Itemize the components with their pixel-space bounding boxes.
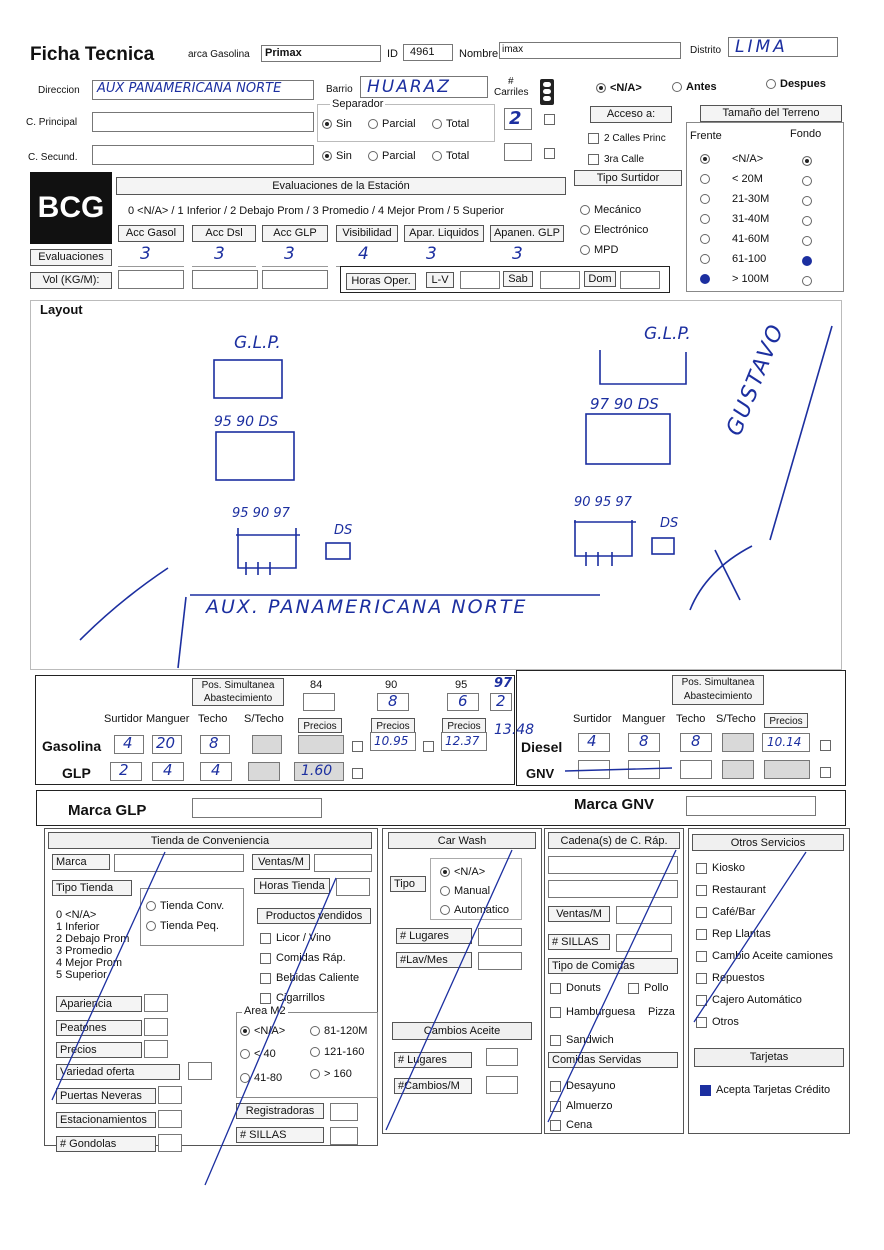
terreno-option-label: 31-40M bbox=[732, 213, 770, 225]
terreno-option-label: < 20M bbox=[732, 173, 763, 185]
horas-tienda-field[interactable] bbox=[336, 878, 370, 896]
terreno-option-label: 21-30M bbox=[732, 193, 770, 205]
gnv-precio-field[interactable] bbox=[764, 760, 810, 779]
otros-service-check[interactable]: Otros bbox=[696, 1016, 739, 1028]
cambios-m-label: #Cambios/M bbox=[394, 1078, 472, 1094]
area-option[interactable]: 41-80 bbox=[240, 1072, 282, 1084]
eval-value-field[interactable] bbox=[490, 246, 564, 267]
gas-stecho-header: S/Techo bbox=[244, 713, 284, 725]
area-option[interactable]: 121-160 bbox=[310, 1046, 364, 1058]
tipo-tienda-label: Tipo Tienda bbox=[52, 880, 132, 896]
otros-service-check[interactable]: Rep Llantas bbox=[696, 928, 771, 940]
frente-radio[interactable] bbox=[700, 274, 710, 284]
terreno-option[interactable] bbox=[700, 233, 769, 245]
otros-title: Otros Servicios bbox=[692, 834, 844, 851]
g97-label: 97 bbox=[494, 676, 513, 691]
eval-value: 4 bbox=[358, 244, 369, 264]
dsl-precio-check[interactable] bbox=[820, 738, 836, 752]
tienda-scale-item: 1 Inferior bbox=[56, 921, 100, 933]
tienda-scale-item: 5 Superior bbox=[56, 969, 107, 981]
otros-service-check[interactable]: Cajero Automático bbox=[696, 994, 802, 1006]
fondo-radio[interactable] bbox=[802, 156, 812, 166]
gas-manguer-field[interactable]: 20 bbox=[152, 735, 182, 754]
gasolina-label: Gasolina bbox=[42, 738, 102, 754]
terreno-option[interactable] bbox=[700, 153, 763, 165]
dsl-surtidor-header: Surtidor bbox=[573, 713, 612, 725]
gas-surtidor-field[interactable]: 4 bbox=[114, 735, 144, 754]
tienda-puertas-label: Puertas Neveras bbox=[56, 1088, 156, 1104]
registradoras-label: Registradoras bbox=[236, 1103, 324, 1119]
eval-value: 3 bbox=[214, 244, 225, 264]
cena-check[interactable]: Cena bbox=[550, 1119, 592, 1131]
tienda-apariencia-label: Apariencia bbox=[56, 996, 142, 1012]
dsl-manguer-field[interactable]: 8 bbox=[628, 733, 660, 752]
eval-value: 3 bbox=[512, 244, 523, 264]
tienda-scale-item: 4 Mejor Prom bbox=[56, 957, 123, 969]
pos-simultanea-gas: Pos. Simultanea Abastecimiento bbox=[192, 678, 284, 706]
marca-gnv-label: Marca GNV bbox=[574, 796, 655, 813]
otros-service-check[interactable]: Repuestos bbox=[696, 972, 765, 984]
terreno-option-label: <N/A> bbox=[732, 153, 764, 165]
bcg-logo: BCG bbox=[30, 172, 112, 244]
gnv-techo-field[interactable] bbox=[680, 760, 712, 779]
right-pumps-label: 90 95 97 bbox=[574, 495, 632, 510]
traffic-light-icon bbox=[540, 79, 554, 105]
otros-service-check[interactable]: Cambio Aceite camiones bbox=[696, 950, 833, 962]
area-option[interactable]: > 160 bbox=[310, 1068, 352, 1080]
eval-value-field[interactable] bbox=[192, 246, 256, 267]
tienda-ventas-label: Ventas/M bbox=[252, 854, 310, 870]
carwash-tipo-label: Tipo bbox=[390, 876, 426, 892]
nombre-field[interactable]: imax bbox=[499, 42, 681, 59]
id-label: ID bbox=[387, 48, 398, 60]
g84-label: 84 bbox=[310, 679, 323, 691]
horas-oper-label: Horas Oper. bbox=[346, 273, 416, 290]
dsl-surtidor-field[interactable]: 4 bbox=[578, 733, 610, 752]
frente-radio[interactable] bbox=[700, 234, 710, 244]
tipo-tienda-group bbox=[140, 888, 244, 946]
surtidor-electronico[interactable]: Electrónico bbox=[580, 224, 648, 236]
frente-radio[interactable] bbox=[700, 214, 710, 224]
precio95-label: Precios bbox=[442, 718, 486, 733]
precio95-field[interactable]: 12.37 bbox=[441, 732, 487, 751]
gas-manguer-header: Manguer bbox=[146, 713, 190, 725]
producto-check[interactable]: Bebidas Caliente bbox=[260, 972, 359, 984]
carriles-check-1[interactable] bbox=[544, 112, 560, 126]
marca-glp-field[interactable] bbox=[192, 798, 322, 818]
sep2-parcial[interactable]: Parcial bbox=[368, 150, 416, 162]
horas-tienda-label: Horas Tienda bbox=[254, 878, 330, 894]
acepta-tarjetas-check[interactable]: Acepta Tarjetas Crédito bbox=[700, 1084, 830, 1096]
dsl-manguer-header: Manguer bbox=[622, 713, 666, 725]
terreno-panel bbox=[686, 122, 844, 292]
surtidor-mpd[interactable]: MPD bbox=[580, 244, 618, 256]
cadena-ventas-field[interactable] bbox=[616, 906, 672, 924]
eval-value-field[interactable] bbox=[262, 246, 328, 267]
carwash-lav-field[interactable] bbox=[478, 952, 522, 970]
form-title: Ficha Tecnica bbox=[30, 44, 155, 65]
sab-field[interactable] bbox=[540, 271, 580, 289]
left-fuel-label: 95 90 DS bbox=[214, 414, 279, 430]
tienda-title: Tienda de Conveniencia bbox=[48, 832, 372, 849]
eval-col-header: Acc GLP bbox=[262, 225, 328, 242]
glp-manguer-field[interactable]: 4 bbox=[152, 762, 184, 781]
tienda-precios-label: Precios bbox=[56, 1042, 142, 1058]
direccion-label: Direccion bbox=[38, 85, 80, 96]
pos95-field[interactable]: 6 bbox=[447, 693, 479, 711]
pollo-check[interactable]: Pollo bbox=[628, 982, 668, 994]
eval-value: 3 bbox=[284, 244, 295, 264]
tienda-peq-radio[interactable]: Tienda Peq. bbox=[146, 920, 219, 932]
layout-title: Layout bbox=[40, 302, 83, 317]
donuts-check[interactable]: Donuts bbox=[550, 982, 601, 994]
tienda-scale-item: 2 Debajo Prom bbox=[56, 933, 130, 945]
acceso-2-calles[interactable]: 2 Calles Princ bbox=[588, 133, 666, 144]
gas-techo-field[interactable]: 8 bbox=[200, 735, 230, 754]
surtidor-mecanico[interactable]: Mecánico bbox=[580, 204, 641, 216]
marca-gasolina-field[interactable]: Primax bbox=[261, 45, 381, 62]
glp-precio-field[interactable]: 1.60 bbox=[294, 762, 344, 781]
eval-col-header: Apanen. GLP bbox=[490, 225, 564, 242]
glp-precio-check[interactable] bbox=[352, 766, 368, 780]
cambios-lugares-field[interactable] bbox=[486, 1048, 518, 1066]
area-option[interactable]: 81-120M bbox=[310, 1025, 367, 1037]
marca-gnv-field[interactable] bbox=[686, 796, 816, 816]
nombre-label: Nombre bbox=[459, 48, 499, 60]
vol-field[interactable] bbox=[192, 270, 258, 289]
pos-simultanea-diesel: Pos. Simultanea Abastecimiento bbox=[672, 675, 764, 705]
precio84-field[interactable] bbox=[298, 735, 344, 754]
eval-value-field[interactable] bbox=[336, 246, 398, 267]
tienda-sillas-field[interactable] bbox=[330, 1127, 358, 1145]
eval-value-field[interactable] bbox=[118, 246, 184, 267]
tarjetas-title: Tarjetas bbox=[694, 1048, 844, 1067]
dsl-techo-field[interactable]: 8 bbox=[680, 733, 712, 752]
cadena-field-2[interactable] bbox=[548, 880, 678, 898]
terreno-option[interactable] bbox=[700, 213, 769, 225]
timing-na[interactable]: <N/A> bbox=[596, 82, 642, 94]
dsl-precio-field[interactable]: 10.14 bbox=[762, 733, 810, 752]
otros-service-check[interactable]: Restaurant bbox=[696, 884, 766, 896]
lv-field[interactable] bbox=[460, 271, 500, 289]
carriles-label: Carriles bbox=[494, 87, 529, 98]
frente-radio[interactable] bbox=[700, 154, 710, 164]
cambios-lugares-label: # Lugares bbox=[394, 1052, 472, 1068]
g90-label: 90 bbox=[385, 679, 398, 691]
marca-glp-label: Marca GLP bbox=[68, 802, 147, 819]
almuerzo-check[interactable]: Almuerzo bbox=[550, 1100, 612, 1112]
tienda-variedad-field[interactable] bbox=[188, 1062, 212, 1080]
productos-title: Productos vendidos bbox=[257, 908, 371, 924]
g95-label: 95 bbox=[455, 679, 468, 691]
fondo-radio[interactable] bbox=[802, 256, 812, 266]
left-pumps-label: 95 90 97 bbox=[232, 506, 290, 521]
eval-value: 3 bbox=[426, 244, 437, 264]
tienda-apariencia-field[interactable] bbox=[144, 994, 168, 1012]
fondo-radio[interactable] bbox=[802, 216, 812, 226]
evaluaciones-scale: 0 <N/A> / 1 Inferior / 2 Debajo Prom / 3 Promedio / 4 Mejor Prom / 5 Superior bbox=[128, 205, 504, 217]
vol-label: Vol (KG/M): bbox=[30, 272, 112, 289]
carriles-field-1[interactable]: 2 bbox=[504, 108, 532, 130]
terreno-title: Tamaño del Terreno bbox=[700, 105, 842, 122]
eval-col-header: Acc Dsl bbox=[192, 225, 256, 242]
dsl-techo-header: Techo bbox=[676, 713, 706, 725]
tienda-estacionamientos-field[interactable] bbox=[158, 1110, 182, 1128]
fondo-radio[interactable] bbox=[802, 196, 812, 206]
barrio-field[interactable]: HUARAZ bbox=[360, 76, 488, 98]
barrio-label: Barrio bbox=[326, 84, 353, 95]
desayuno-check[interactable]: Desayuno bbox=[550, 1080, 616, 1092]
area-option[interactable]: < 40 bbox=[240, 1048, 276, 1060]
carwash-option[interactable]: <N/A> bbox=[440, 866, 485, 878]
registradoras-field[interactable] bbox=[330, 1103, 358, 1121]
right-glp-label: G.L.P. bbox=[644, 324, 691, 344]
eval-value-field[interactable] bbox=[404, 246, 484, 267]
precio90-check[interactable] bbox=[423, 739, 439, 753]
carwash-option[interactable]: Automatico bbox=[440, 904, 509, 916]
precio84-check[interactable] bbox=[352, 739, 368, 753]
sep1-sin[interactable]: Sin bbox=[322, 118, 352, 130]
direccion-field[interactable]: AUX PANAMERICANA NORTE bbox=[92, 80, 314, 100]
evaluaciones-row-label: Evaluaciones bbox=[30, 249, 112, 266]
dom-label: Dom bbox=[584, 271, 616, 287]
sandwich-check[interactable]: Sandwich bbox=[550, 1034, 614, 1046]
dsl-stecho-header: S/Techo bbox=[716, 713, 756, 725]
gnv-stecho-field[interactable] bbox=[722, 760, 754, 779]
tienda-puertas-field[interactable] bbox=[158, 1086, 182, 1104]
fondo-label: Fondo bbox=[790, 128, 822, 140]
tienda-variedad-label: Variedad oferta bbox=[56, 1064, 180, 1080]
precio97-value: 13.48 bbox=[494, 722, 535, 738]
carwash-lav-label: #Lav/Mes bbox=[396, 952, 472, 968]
tienda-marca-field[interactable] bbox=[114, 854, 244, 872]
glp-surtidor-field[interactable]: 2 bbox=[110, 762, 142, 781]
acceso-title: Acceso a: bbox=[590, 106, 672, 123]
precio90-label: Precios bbox=[371, 718, 415, 733]
gas-techo-header: Techo bbox=[198, 713, 228, 725]
c-secund-label: C. Secund. bbox=[28, 152, 78, 163]
otros-service-check[interactable]: Kiosko bbox=[696, 862, 745, 874]
tienda-gondolas-field[interactable] bbox=[158, 1134, 182, 1152]
pos84-field[interactable] bbox=[303, 693, 335, 711]
terreno-option[interactable] bbox=[700, 273, 769, 285]
road-label: AUX. PANAMERICANA NORTE bbox=[206, 596, 528, 618]
eval-col-header: Apar. Liquidos bbox=[404, 225, 484, 242]
diesel-label: Diesel bbox=[521, 739, 563, 755]
tienda-peatones-field[interactable] bbox=[144, 1018, 168, 1036]
left-ds-label: DS bbox=[334, 523, 353, 538]
precio84-label: Precios bbox=[298, 718, 342, 733]
cambios-aceite-title: Cambios Aceite bbox=[392, 1022, 532, 1040]
gas-surtidor-header: Surtidor bbox=[104, 713, 143, 725]
fondo-radio[interactable] bbox=[802, 276, 812, 286]
carwash-lugares-field[interactable] bbox=[478, 928, 522, 946]
producto-check[interactable]: Licor / Vino bbox=[260, 932, 331, 944]
otros-service-check[interactable]: Café/Bar bbox=[696, 906, 755, 918]
gas-stecho-field[interactable] bbox=[252, 735, 282, 754]
terreno-option[interactable] bbox=[700, 253, 766, 265]
fondo-radio[interactable] bbox=[802, 176, 812, 186]
tienda-ventas-field[interactable] bbox=[314, 854, 372, 872]
dom-field[interactable] bbox=[620, 271, 660, 289]
tienda-precios-field[interactable] bbox=[144, 1040, 168, 1058]
pos97-field[interactable]: 2 bbox=[490, 693, 512, 711]
eval-col-header: Acc Gasol bbox=[118, 225, 184, 242]
cambios-m-field[interactable] bbox=[486, 1076, 518, 1094]
tienda-scale-item: 3 Promedio bbox=[56, 945, 113, 957]
glp-techo-field[interactable]: 4 bbox=[200, 762, 232, 781]
cadena-sillas-label: # SILLAS bbox=[548, 934, 610, 950]
cadena-title: Cadena(s) de C. Ráp. bbox=[548, 832, 680, 849]
tipo-surtidor-title: Tipo Surtidor bbox=[574, 170, 682, 186]
eval-col-header: Visibilidad bbox=[336, 225, 398, 242]
right-fuel-label: 97 90 DS bbox=[590, 395, 659, 413]
pizza-label: Pizza bbox=[648, 1006, 675, 1018]
vol-field[interactable] bbox=[262, 270, 328, 289]
carriles-hash: # bbox=[508, 76, 514, 87]
sep2-total[interactable]: Total bbox=[432, 150, 469, 162]
tienda-scale-item: 0 <N/A> bbox=[56, 909, 97, 921]
evaluaciones-title: Evaluaciones de la Estación bbox=[116, 177, 566, 195]
dsl-stecho-field[interactable] bbox=[722, 733, 754, 752]
gnv-surtidor-field[interactable] bbox=[578, 760, 610, 779]
carwash-lugares-label: # Lugares bbox=[396, 928, 472, 944]
c-principal-label: C. Principal bbox=[26, 117, 78, 128]
area-title: Area M2 bbox=[244, 1005, 286, 1017]
tipo-comidas-title: Tipo de Comidas bbox=[548, 958, 678, 974]
terreno-option-label: > 100M bbox=[732, 273, 769, 285]
terreno-option-label: 41-60M bbox=[732, 233, 770, 245]
gnv-manguer-field[interactable] bbox=[628, 760, 660, 779]
gnv-precio-check[interactable] bbox=[820, 765, 836, 779]
signature-text: GUSTAVO bbox=[722, 319, 790, 440]
producto-check[interactable]: Cigarrillos bbox=[260, 992, 325, 1004]
sep1-parcial[interactable]: Parcial bbox=[368, 118, 416, 130]
eval-value: 3 bbox=[140, 244, 151, 264]
cadena-sillas-field[interactable] bbox=[616, 934, 672, 952]
tienda-conv-radio[interactable]: Tienda Conv. bbox=[146, 900, 224, 912]
carwash-option[interactable]: Manual bbox=[440, 885, 490, 897]
tienda-peatones-label: Peatones bbox=[56, 1020, 142, 1036]
acceso-3ra-calle[interactable]: 3ra Calle bbox=[588, 154, 644, 165]
gnv-label: GNV bbox=[526, 766, 555, 781]
terreno-option[interactable] bbox=[700, 173, 763, 185]
id-field[interactable]: 4961 bbox=[403, 44, 453, 61]
separador-label: Separador bbox=[332, 98, 384, 110]
c-secund-field[interactable] bbox=[92, 145, 314, 165]
c-principal-field[interactable] bbox=[92, 112, 314, 132]
glp-stecho-field[interactable] bbox=[248, 762, 280, 781]
cadena-ventas-label: Ventas/M bbox=[548, 906, 610, 922]
sab-label: Sab bbox=[503, 271, 533, 287]
carriles-check-2[interactable] bbox=[544, 146, 560, 160]
fondo-radio[interactable] bbox=[802, 236, 812, 246]
left-glp-label: G.L.P. bbox=[234, 333, 281, 353]
glp-label: GLP bbox=[62, 765, 91, 781]
precio90-field[interactable]: 10.95 bbox=[370, 732, 416, 751]
frente-radio[interactable] bbox=[700, 254, 710, 264]
tienda-gondolas-label: # Gondolas bbox=[56, 1136, 156, 1152]
carwash-title: Car Wash bbox=[388, 832, 536, 849]
terreno-option-label: 61-100 bbox=[732, 253, 767, 265]
frente-radio[interactable] bbox=[700, 194, 710, 204]
tienda-sillas-label: # SILLAS bbox=[236, 1127, 324, 1143]
vol-field[interactable] bbox=[118, 270, 184, 289]
area-option[interactable]: <N/A> bbox=[240, 1025, 285, 1037]
frente-label: Frente bbox=[690, 130, 722, 142]
sep2-sin[interactable]: Sin bbox=[322, 150, 352, 162]
lv-label: L-V bbox=[426, 272, 454, 288]
right-ds-label: DS bbox=[660, 516, 679, 531]
marca-gasolina-label: arca Gasolina bbox=[188, 49, 250, 60]
tienda-estacionamientos-label: Estacionamientos bbox=[56, 1112, 156, 1128]
frente-radio[interactable] bbox=[700, 174, 710, 184]
cadena-field-1[interactable] bbox=[548, 856, 678, 874]
carriles-field-2[interactable] bbox=[504, 143, 532, 161]
hamburguesa-check[interactable]: Hamburguesa bbox=[550, 1006, 635, 1018]
distrito-field[interactable]: LIMA bbox=[728, 37, 838, 57]
timing-despues[interactable]: Despues bbox=[766, 78, 826, 90]
distrito-label: Distrito bbox=[690, 45, 722, 56]
dsl-precio-label: Precios bbox=[764, 713, 808, 728]
comidas-servidas-title: Comidas Servidas bbox=[548, 1052, 678, 1068]
pos90-field[interactable]: 8 bbox=[377, 693, 409, 711]
producto-check[interactable]: Comidas Ráp. bbox=[260, 952, 346, 964]
timing-antes[interactable]: Antes bbox=[672, 81, 717, 93]
tienda-marca-label: Marca bbox=[52, 854, 110, 870]
sep1-total[interactable]: Total bbox=[432, 118, 469, 130]
terreno-option[interactable] bbox=[700, 193, 769, 205]
